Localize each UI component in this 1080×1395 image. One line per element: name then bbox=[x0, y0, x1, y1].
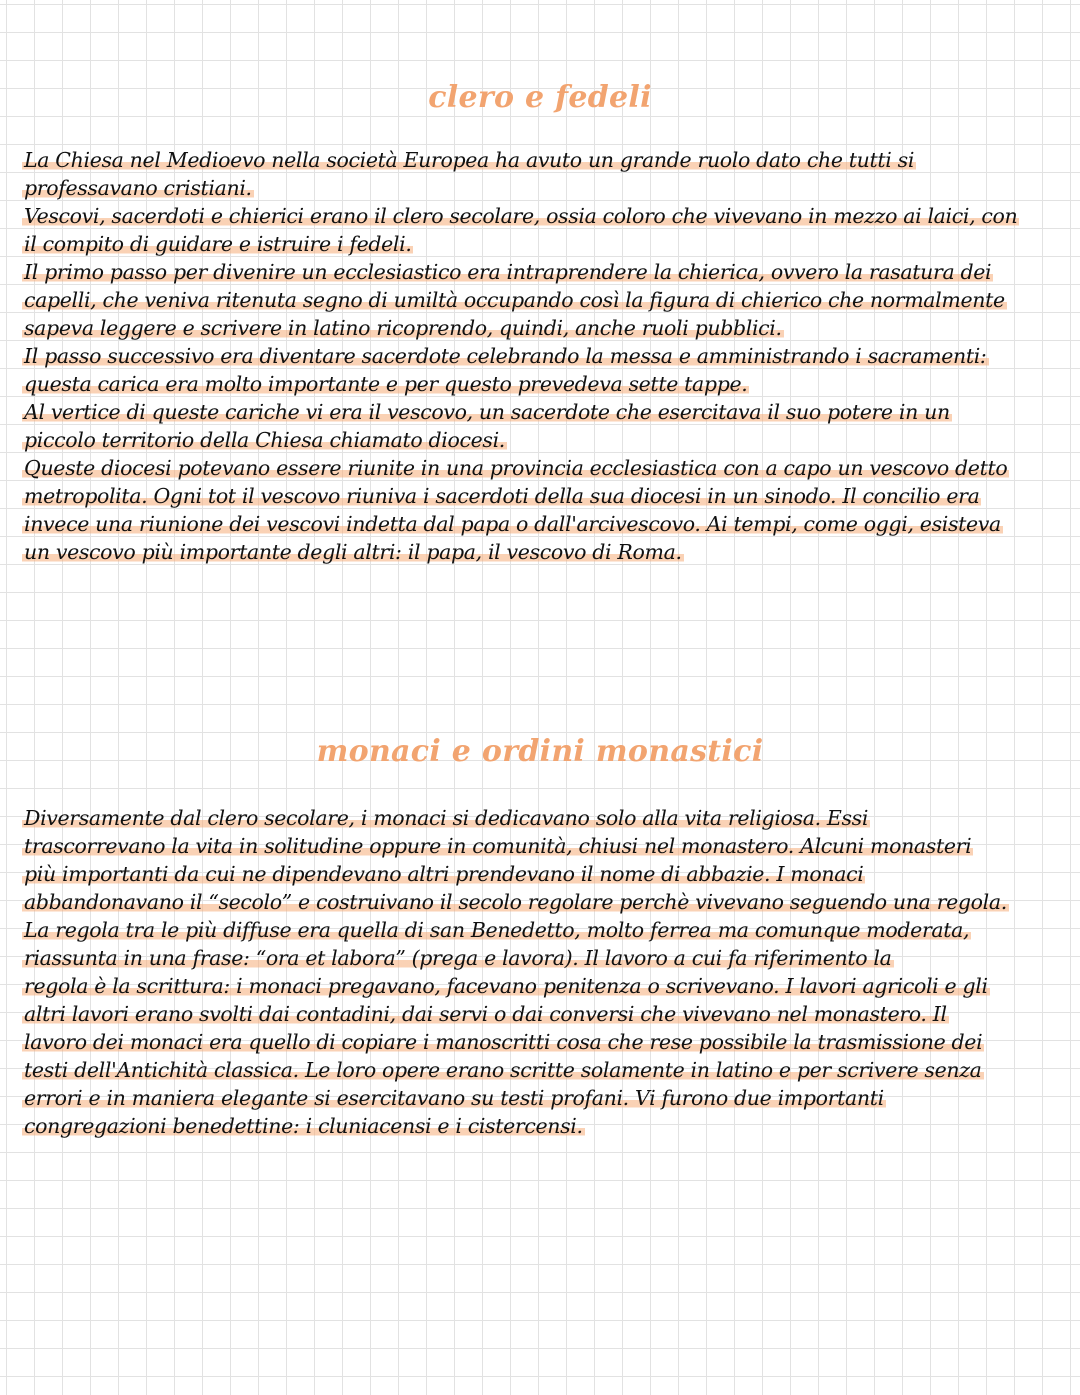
text-line: abbandonavano il “secolo” e costruivano il secolo regolare perchè vivevano seguendo una regola. bbox=[24, 890, 1007, 914]
text-line: questa carica era molto importante e per questo prevedeva sette tappe. bbox=[24, 372, 748, 396]
section-title-clero-e-fedeli: clero e fedeli bbox=[428, 80, 652, 116]
paragraph-clero-e-fedeli bbox=[22, 146, 1062, 566]
text-line: sapeva leggere e scrivere in latino ricoprendo, quindi, anche ruoli pubblici. bbox=[24, 316, 782, 340]
text-line: errori e in maniera elegante si esercitavano su testi profani. Vi furono due importanti bbox=[24, 1086, 884, 1110]
text-line: piccolo territorio della Chiesa chiamato diocesi. bbox=[24, 428, 505, 452]
text-line: più importanti da cui ne dipendevano altri prendevano il nome di abbazie. I monaci bbox=[24, 862, 864, 886]
text-line: un vescovo più importante degli altri: il papa, il vescovo di Roma. bbox=[24, 540, 682, 564]
text-line: Il primo passo per divenire un ecclesiastico era intraprendere la chierica, ovvero la rasatura dei bbox=[24, 260, 992, 284]
text-line: congregazioni benedettine: i cluniacensi e i cistercensi. bbox=[24, 1114, 583, 1138]
text-line: riassunta in una frase: “ora et labora” (prega e lavora). Il lavoro a cui fa riferimento la bbox=[24, 946, 892, 970]
text-line: professavano cristiani. bbox=[24, 176, 252, 200]
text-line: Diversamente dal clero secolare, i monaci si dedicavano solo alla vita religiosa. Essi bbox=[24, 806, 869, 830]
text-line: invece una riunione dei vescovi indetta dal papa o dall'arcivescovo. Ai tempi, come oggi, esisteva bbox=[24, 512, 1001, 536]
text-line: altri lavori erano svolti dai contadini, dai servi o dai conversi che vivevano nel monastero. Il bbox=[24, 1002, 947, 1026]
section-title-monaci-e-ordini-monastici: monaci e ordini monastici bbox=[316, 734, 764, 770]
text-line: capelli, che veniva ritenuta segno di umiltà occupando così la figura di chierico che normalmente bbox=[24, 288, 1005, 312]
text-line: metropolita. Ogni tot il vescovo riuniva i sacerdoti della sua diocesi in un sinodo. Il concilio era bbox=[24, 484, 980, 508]
text-line: Queste diocesi potevano essere riunite in una provincia ecclesiastica con a capo un vescovo detto bbox=[24, 456, 1008, 480]
text-line: regola è la scrittura: i monaci pregavano, facevano penitenza o scrivevano. I lavori agricoli e gli bbox=[24, 974, 988, 998]
text-line: Al vertice di queste cariche vi era il vescovo, un sacerdote che esercitava il suo potere in un bbox=[24, 400, 950, 424]
text-line: Il passo successivo era diventare sacerdote celebrando la messa e amministrando i sacramenti: bbox=[24, 344, 987, 368]
text-line: Vescovi, sacerdoti e chierici erano il clero secolare, ossia coloro che vivevano in mezzo ai laici, con bbox=[24, 204, 1018, 228]
paragraph-monaci-e-ordini-monastici bbox=[22, 804, 1062, 1140]
text-line: lavoro dei monaci era quello di copiare i manoscritti cosa che rese possibile la trasmissione dei bbox=[24, 1030, 983, 1054]
text-line: La regola tra le più diffuse era quella di san Benedetto, molto ferrea ma comunque moderata, bbox=[24, 918, 970, 942]
text-line: testi dell'Antichità classica. Le loro opere erano scritte solamente in latino e per scrivere senza bbox=[24, 1058, 982, 1082]
text-line: il compito di guidare e istruire i fedeli. bbox=[24, 232, 412, 256]
text-line: La Chiesa nel Medioevo nella società Europea ha avuto un grande ruolo dato che tutti si bbox=[24, 148, 915, 172]
text-line: trascorrevano la vita in solitudine oppure in comunità, chiusi nel monastero. Alcuni monasteri bbox=[24, 834, 972, 858]
